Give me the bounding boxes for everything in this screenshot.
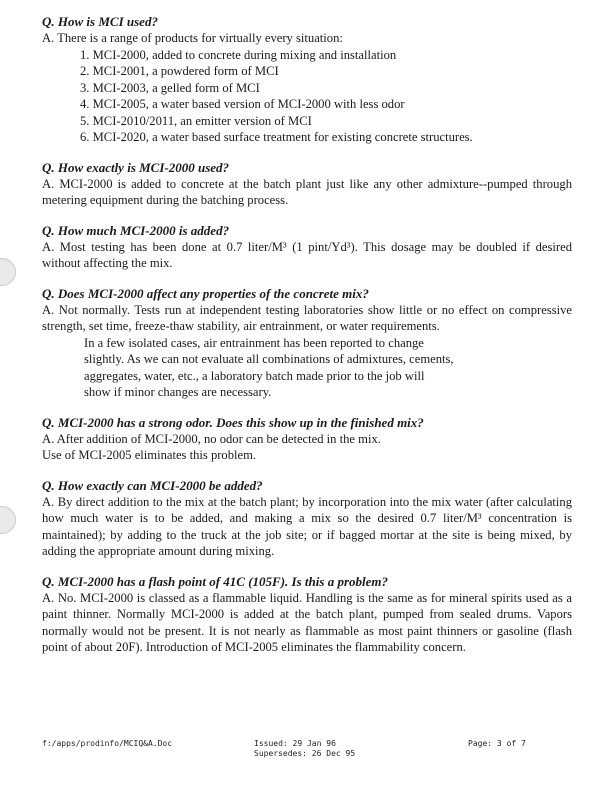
- list-item: 6. MCI-2020, a water based surface treatment for existing concrete structures.: [80, 130, 473, 144]
- supersedes-date: Supersedes: 26 Dec 95: [254, 749, 356, 758]
- binder-hole-top: [0, 258, 16, 286]
- question: Q. MCI-2000 has a strong odor. Does this show up in the finished mix?: [42, 414, 424, 430]
- question: Q. How exactly is MCI-2000 used?: [42, 159, 230, 175]
- answer-continued: Use of MCI-2005 eliminates this problem.: [42, 448, 257, 462]
- list-item: 2. MCI-2001, a powdered form of MCI: [80, 64, 279, 78]
- qa-block-6: [42, 478, 572, 560]
- answer: A. By direct addition to the mix at the batch plant; by incorporation into the mix water (after calculating how much water is to be added, and making a mix so the desired 0.7 liter/M³ concentration is maintained); by adding to the truck at the job site; or if bagged mortar at the site is being mixed, by adding the appropriate amount during mixing.: [42, 494, 572, 558]
- qa-block-1: [42, 14, 572, 146]
- answer: A. MCI-2000 is added to concrete at the batch plant just like any other admixture--pumped through metering equipment during the batching process.: [42, 176, 572, 207]
- answer: A. Not normally. Tests run at independent testing laboratories show little or no effect on compressive strength, set time, freeze-thaw stability, air entrainment, or water requirements.: [42, 302, 572, 333]
- question: Q. How exactly can MCI-2000 be added?: [42, 477, 263, 493]
- answer: A. There is a range of products for virtually every situation:: [42, 31, 343, 45]
- binder-hole-bottom: [0, 506, 16, 534]
- list-item: 1. MCI-2000, added to concrete during mixing and installation: [80, 47, 397, 62]
- indented-note: In a few isolated cases, air entrainment has been reported to change slightly. As we can not evaluate all combinations of admixtures, cements, aggregates, water, etc., a laboratory batch made prior to the job will show if minor changes are necessary.: [84, 335, 454, 399]
- product-list: [80, 47, 572, 146]
- list-item: 5. MCI-2010/2011, an emitter version of MCI: [80, 113, 312, 128]
- issue-dates: [254, 739, 355, 759]
- qa-block-3: [42, 223, 572, 272]
- question: Q. MCI-2000 has a flash point of 41C (105F). Is this a problem?: [42, 573, 388, 589]
- question: Q. Does MCI-2000 affect any properties of the concrete mix?: [42, 285, 369, 301]
- answer: A. No. MCI-2000 is classed as a flammable liquid. Handling is the same as for mineral spirits used as a paint thinner. Normally MCI-2000 is added at the batch plant, pumped from sealed drums. Vapors normally would not be present. It is not nearly as flammable as most paint thinners or gasoline (flash point of about 20F). Introduction of MCI-2005 eliminates the flammability concern.: [42, 590, 572, 654]
- page-number: Page: 3 of 7: [468, 739, 526, 748]
- qa-block-2: [42, 160, 572, 209]
- file-path: f:/apps/prodinfo/MCIQ&A.Doc: [42, 739, 173, 748]
- answer: A. After addition of MCI-2000, no odor can be detected in the mix.: [42, 431, 381, 446]
- question: Q. How much MCI-2000 is added?: [42, 222, 230, 238]
- qa-block-7: [42, 574, 572, 656]
- question: Q. How is MCI used?: [42, 14, 158, 29]
- answer: A. Most testing has been done at 0.7 liter/M³ (1 pint/Yd³). This dosage may be doubled if desired without affecting the mix.: [42, 239, 572, 270]
- faq-content: [42, 14, 572, 670]
- list-item: 3. MCI-2003, a gelled form of MCI: [80, 80, 260, 95]
- issued-date: Issued: 29 Jan 96: [254, 739, 336, 748]
- qa-block-4: [42, 286, 572, 401]
- list-item: 4. MCI-2005, a water based version of MCI-2000 with less odor: [80, 97, 405, 111]
- qa-block-5: [42, 415, 572, 464]
